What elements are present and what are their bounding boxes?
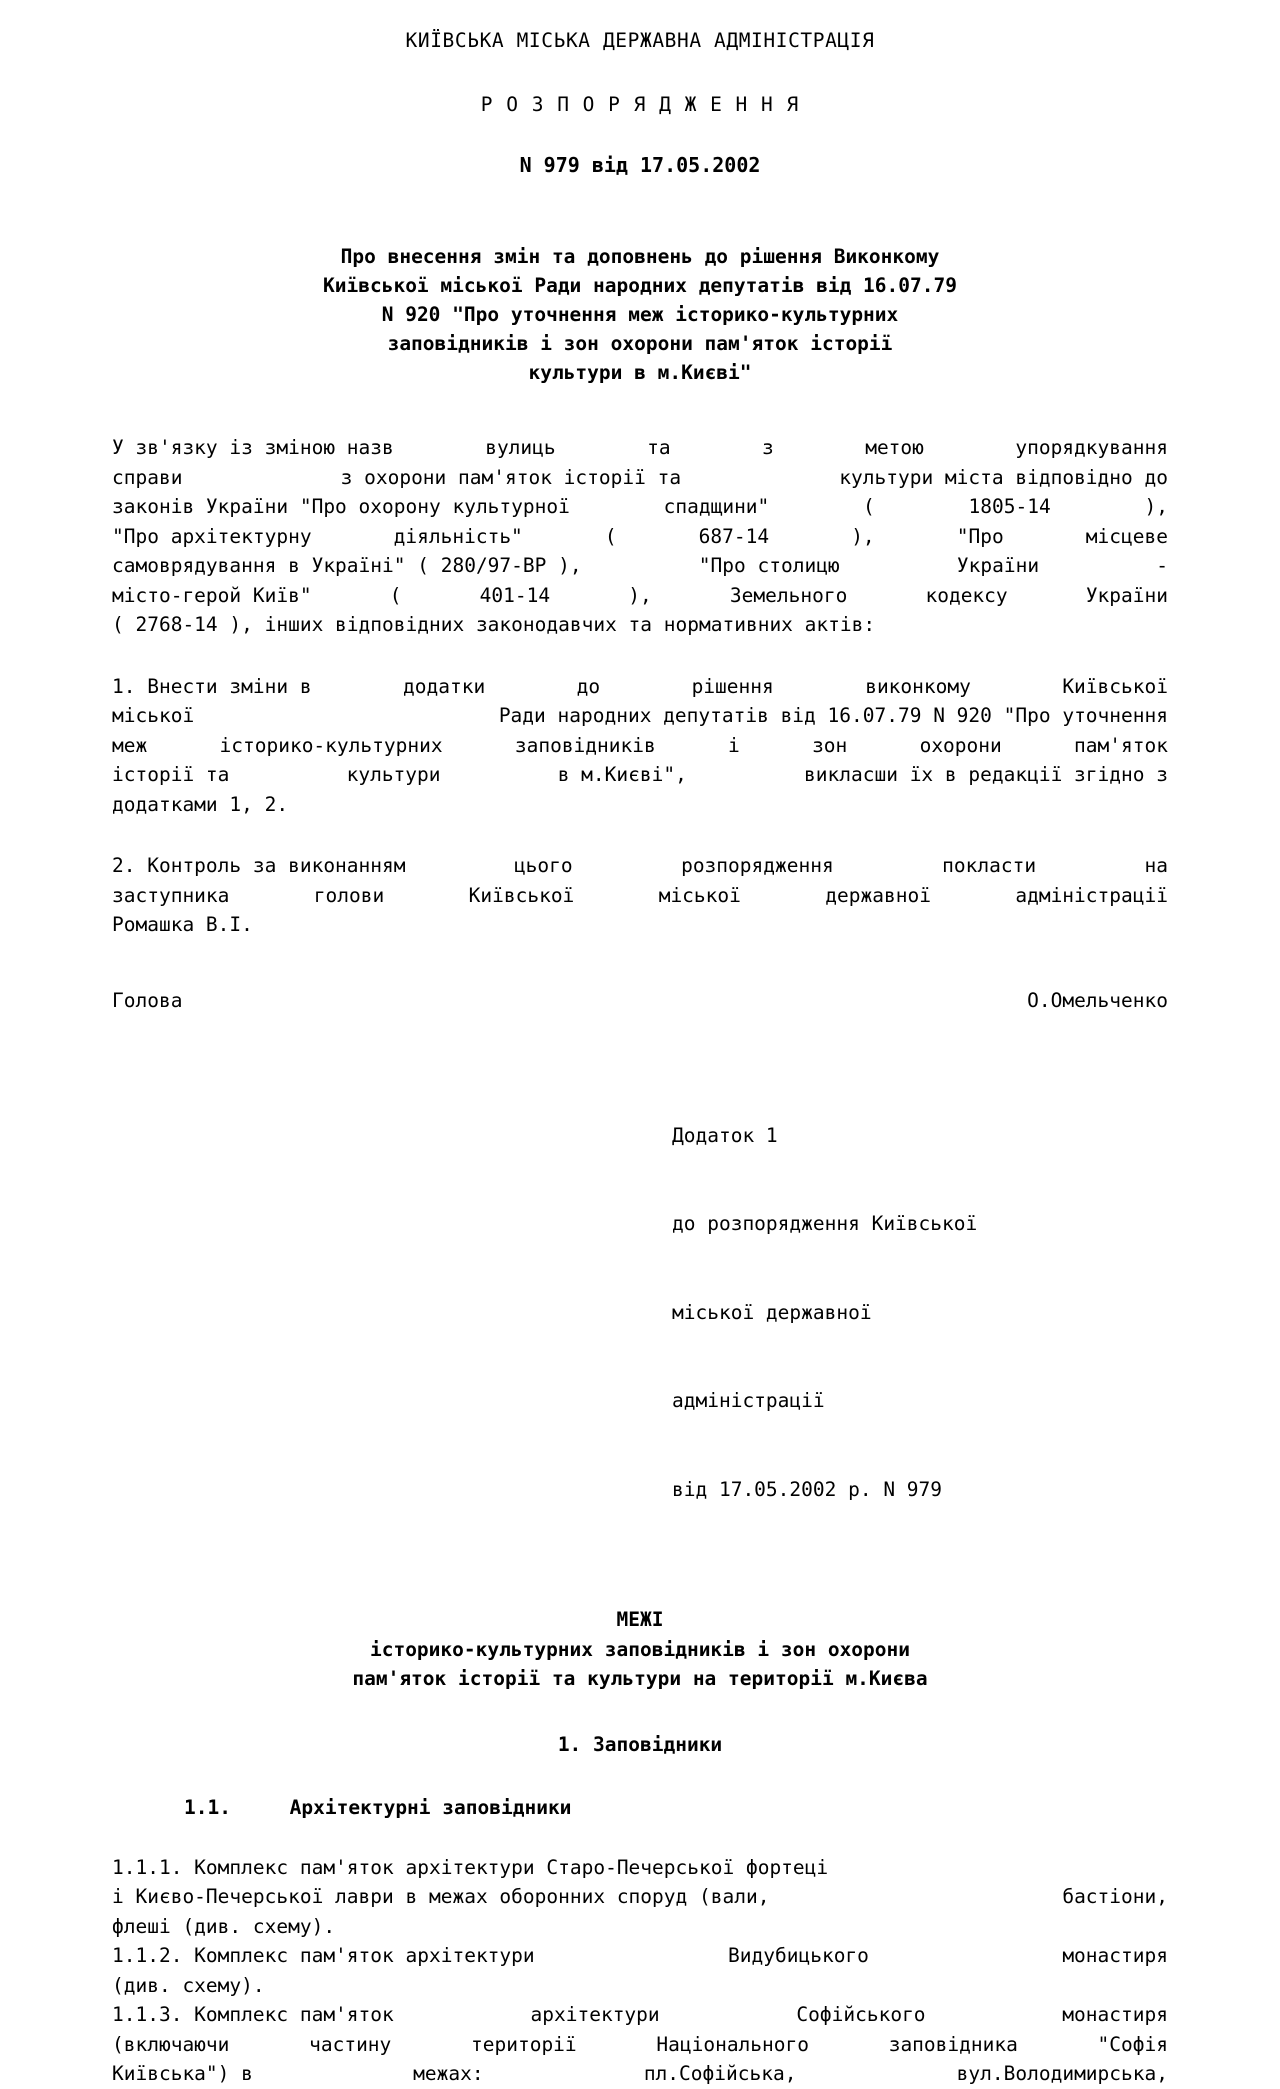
text-segment: пл.Софійська, — [643, 2062, 797, 2085]
text-segment: культури міста відповідно до — [839, 465, 1168, 489]
text-segment: і Києво-Печерської лаври в межах оборонних споруд (вали, — [112, 1885, 770, 1908]
text-segment: міської — [112, 704, 195, 727]
text-segment: місто-герой Київ" — [112, 583, 312, 607]
text-segment: упорядкування — [1015, 436, 1168, 459]
text-segment: самоврядування в Україні" ( 280/97-ВР ), — [112, 554, 582, 577]
clause-1-paragraph — [112, 672, 1168, 820]
text-segment: 1.1.1. Комплекс пам'яток архітектури Старо-Печерської фортеці — [112, 1855, 829, 1879]
list-item — [112, 2000, 1168, 2089]
list-item — [112, 1853, 1168, 1942]
appendix-title-line: пам'яток історії та культури на території м.Києва — [352, 1667, 928, 1690]
text-segment: ), — [851, 524, 875, 548]
text-segment: рішення — [691, 674, 774, 698]
text-line — [112, 760, 1168, 790]
text-segment: 2. Контроль за виконанням — [112, 854, 406, 877]
text-segment: до — [576, 674, 601, 698]
text-line — [112, 2000, 1168, 2030]
text-segment: і — [728, 733, 740, 757]
text-line — [112, 881, 1168, 911]
text-segment: ( — [389, 583, 402, 607]
text-segment: 687-14 — [698, 524, 770, 548]
signature-position: Голова — [112, 988, 183, 1012]
text-segment: 1. Внести зміни в — [112, 674, 312, 698]
text-segment: вул.Володимирська, — [956, 2062, 1168, 2085]
document-kind-heading: Р О З П О Р Я Д Ж Е Н Н Я — [480, 93, 800, 116]
text-segment: архітектури — [530, 2003, 660, 2026]
document-title-line: культури в м.Києві" — [528, 361, 752, 384]
text-segment: місцеве — [1085, 524, 1168, 548]
text-segment: України — [1085, 583, 1168, 607]
text-segment: Ради народних депутатів від 16.07.79 N 920 "Про уточнення — [498, 704, 1168, 727]
text-segment: кодексу — [925, 583, 1008, 607]
section-1-heading: 1. Заповідники — [557, 1732, 723, 1756]
preamble-paragraph — [112, 433, 1168, 640]
text-line — [112, 610, 1168, 640]
text-segment: голови — [313, 883, 385, 907]
appendix-reference-line: від 17.05.2002 р. N 979 — [672, 1477, 943, 1501]
spacer — [112, 640, 1168, 672]
text-segment: "Софія — [1097, 2032, 1168, 2056]
text-line — [112, 2030, 1168, 2060]
text-segment: "Про архітектурну — [112, 524, 312, 548]
appendix-reference-line: міської державної — [672, 1300, 872, 1324]
text-segment: міської — [658, 883, 741, 907]
document-body — [112, 26, 1168, 2089]
appendix-title-line: МЕЖІ — [616, 1608, 664, 1631]
text-line — [112, 522, 1168, 552]
text-line — [112, 1882, 1168, 1912]
text-segment: ), — [628, 583, 652, 607]
document-title-line: N 920 "Про уточнення меж історико-культурних — [381, 303, 899, 326]
text-segment: додатки — [403, 674, 486, 698]
text-segment: та — [647, 436, 671, 459]
document-title-line: Про внесення змін та доповнень до рішення Виконкому — [340, 245, 940, 268]
text-segment: з охорони пам'яток історії та — [340, 465, 682, 489]
text-segment: У зв'язку із зміною назв — [112, 436, 394, 459]
text-segment: виконкому — [865, 674, 971, 698]
text-segment: викласши їх в редакції згідно з — [804, 763, 1168, 786]
text-segment: справи — [112, 465, 183, 489]
text-segment: спадщини" — [663, 495, 770, 518]
appendix-title — [112, 1605, 1168, 1694]
text-segment: Київська") в — [112, 2062, 253, 2085]
spacer — [112, 387, 1168, 433]
text-segment: зон — [812, 733, 848, 757]
text-line — [112, 1853, 1168, 1883]
text-line — [112, 851, 1168, 881]
text-segment: заступника — [112, 883, 230, 907]
items-list — [112, 1853, 1168, 2089]
text-segment: заповідників — [514, 733, 656, 757]
text-segment: території — [471, 2032, 577, 2056]
text-segment: законів України "Про охорону культурної — [112, 495, 570, 518]
document-number-date: N 979 від 17.05.2002 — [519, 153, 761, 177]
text-segment: вулиць — [485, 436, 556, 459]
text-segment: покласти — [942, 854, 1037, 877]
text-segment: бастіони, — [1062, 1885, 1168, 1908]
text-segment: додатками 1, 2. — [112, 792, 289, 816]
text-segment: (див. схему). — [112, 1973, 265, 1997]
signature-name: О.Омельченко — [1027, 988, 1168, 1012]
text-segment: охорони — [919, 733, 1002, 757]
clause-2-paragraph — [112, 851, 1168, 940]
text-segment: 1.1.3. Комплекс пам'яток — [112, 2003, 394, 2026]
text-segment: Видубицького — [728, 1944, 869, 1967]
text-line — [112, 2059, 1168, 2089]
text-segment: Ромашка В.І. — [112, 913, 253, 936]
text-segment: ( — [604, 524, 617, 548]
appendix-title-line: історико-культурних заповідників і зон охорони — [369, 1637, 911, 1661]
text-segment: монастиря — [1062, 1944, 1168, 1967]
appendix-reference-line: Додаток 1 — [672, 1123, 778, 1147]
text-segment: з — [762, 436, 774, 459]
text-line — [112, 731, 1168, 761]
text-line — [112, 1941, 1168, 1971]
document-title-line: заповідників і зон охорони пам'яток історії — [387, 332, 893, 355]
text-line — [112, 790, 1168, 820]
text-segment: заповідника — [888, 2032, 1018, 2056]
appendix-reference-line: адміністрації — [672, 1389, 825, 1412]
spacer — [112, 819, 1168, 851]
text-segment: історико-культурних — [219, 733, 443, 757]
text-segment: (включаючи — [112, 2032, 230, 2056]
text-segment: частину — [309, 2032, 392, 2056]
text-segment: культури — [346, 763, 441, 786]
text-segment: на — [1144, 854, 1168, 877]
text-segment: межах: — [413, 2062, 484, 2085]
text-segment: меж — [112, 733, 148, 757]
text-line — [112, 701, 1168, 731]
text-line — [112, 672, 1168, 702]
text-segment: Київської — [1062, 674, 1168, 698]
text-segment: Земельного — [729, 583, 848, 607]
text-segment: монастиря — [1062, 2003, 1168, 2026]
text-segment: діяльність" — [393, 524, 523, 548]
text-segment: "Про — [956, 524, 1004, 548]
text-segment: 1.1.2. Комплекс пам'яток архітектури — [112, 1944, 535, 1967]
text-line — [112, 581, 1168, 611]
signature-row — [112, 986, 1168, 1016]
text-segment: державної — [825, 883, 931, 907]
organization-header: КИЇВСЬКА МІСЬКА ДЕРЖАВНА АДМІНІСТРАЦІЯ — [405, 29, 875, 52]
text-segment: "Про столицю — [698, 554, 840, 577]
text-segment: ( — [863, 495, 875, 518]
list-item — [112, 1941, 1168, 2000]
text-segment: флеші (див. схему). — [112, 1914, 336, 1938]
text-line — [112, 433, 1168, 463]
text-segment: України — [956, 554, 1040, 577]
appendix-reference-block — [672, 1062, 1168, 1564]
text-segment: метою — [865, 436, 924, 459]
text-line — [112, 1912, 1168, 1942]
text-segment: 401-14 — [479, 583, 551, 607]
text-segment: історії та — [112, 763, 230, 786]
text-line — [112, 463, 1168, 493]
text-segment: Київської — [468, 883, 575, 907]
text-segment: - — [1156, 554, 1168, 577]
text-segment: розпорядження — [681, 854, 834, 877]
text-segment: цього — [513, 854, 573, 877]
text-segment: в м.Києві", — [557, 763, 687, 786]
text-segment: Софійського — [796, 2003, 926, 2026]
text-segment: ( 2768-14 ), інших відповідних законодавчих та нормативних актів: — [112, 613, 876, 636]
text-segment: 1805-14 — [968, 495, 1051, 518]
text-segment: ), — [1144, 495, 1168, 518]
text-line — [112, 551, 1168, 581]
text-line — [112, 1971, 1168, 2001]
text-line — [112, 910, 1168, 940]
document-title — [112, 242, 1168, 387]
text-segment: Національного — [656, 2032, 809, 2056]
text-segment: пам'яток — [1074, 733, 1168, 757]
subsection-1-1-heading: 1.1. Архітектурні заповідники — [184, 1796, 572, 1819]
text-segment: адміністрації — [1015, 883, 1168, 907]
document-title-line: Київської міської Ради народних депутатів від 16.07.79 — [323, 274, 957, 297]
text-line — [112, 492, 1168, 522]
appendix-reference-line: до розпорядження Київської — [672, 1212, 978, 1235]
